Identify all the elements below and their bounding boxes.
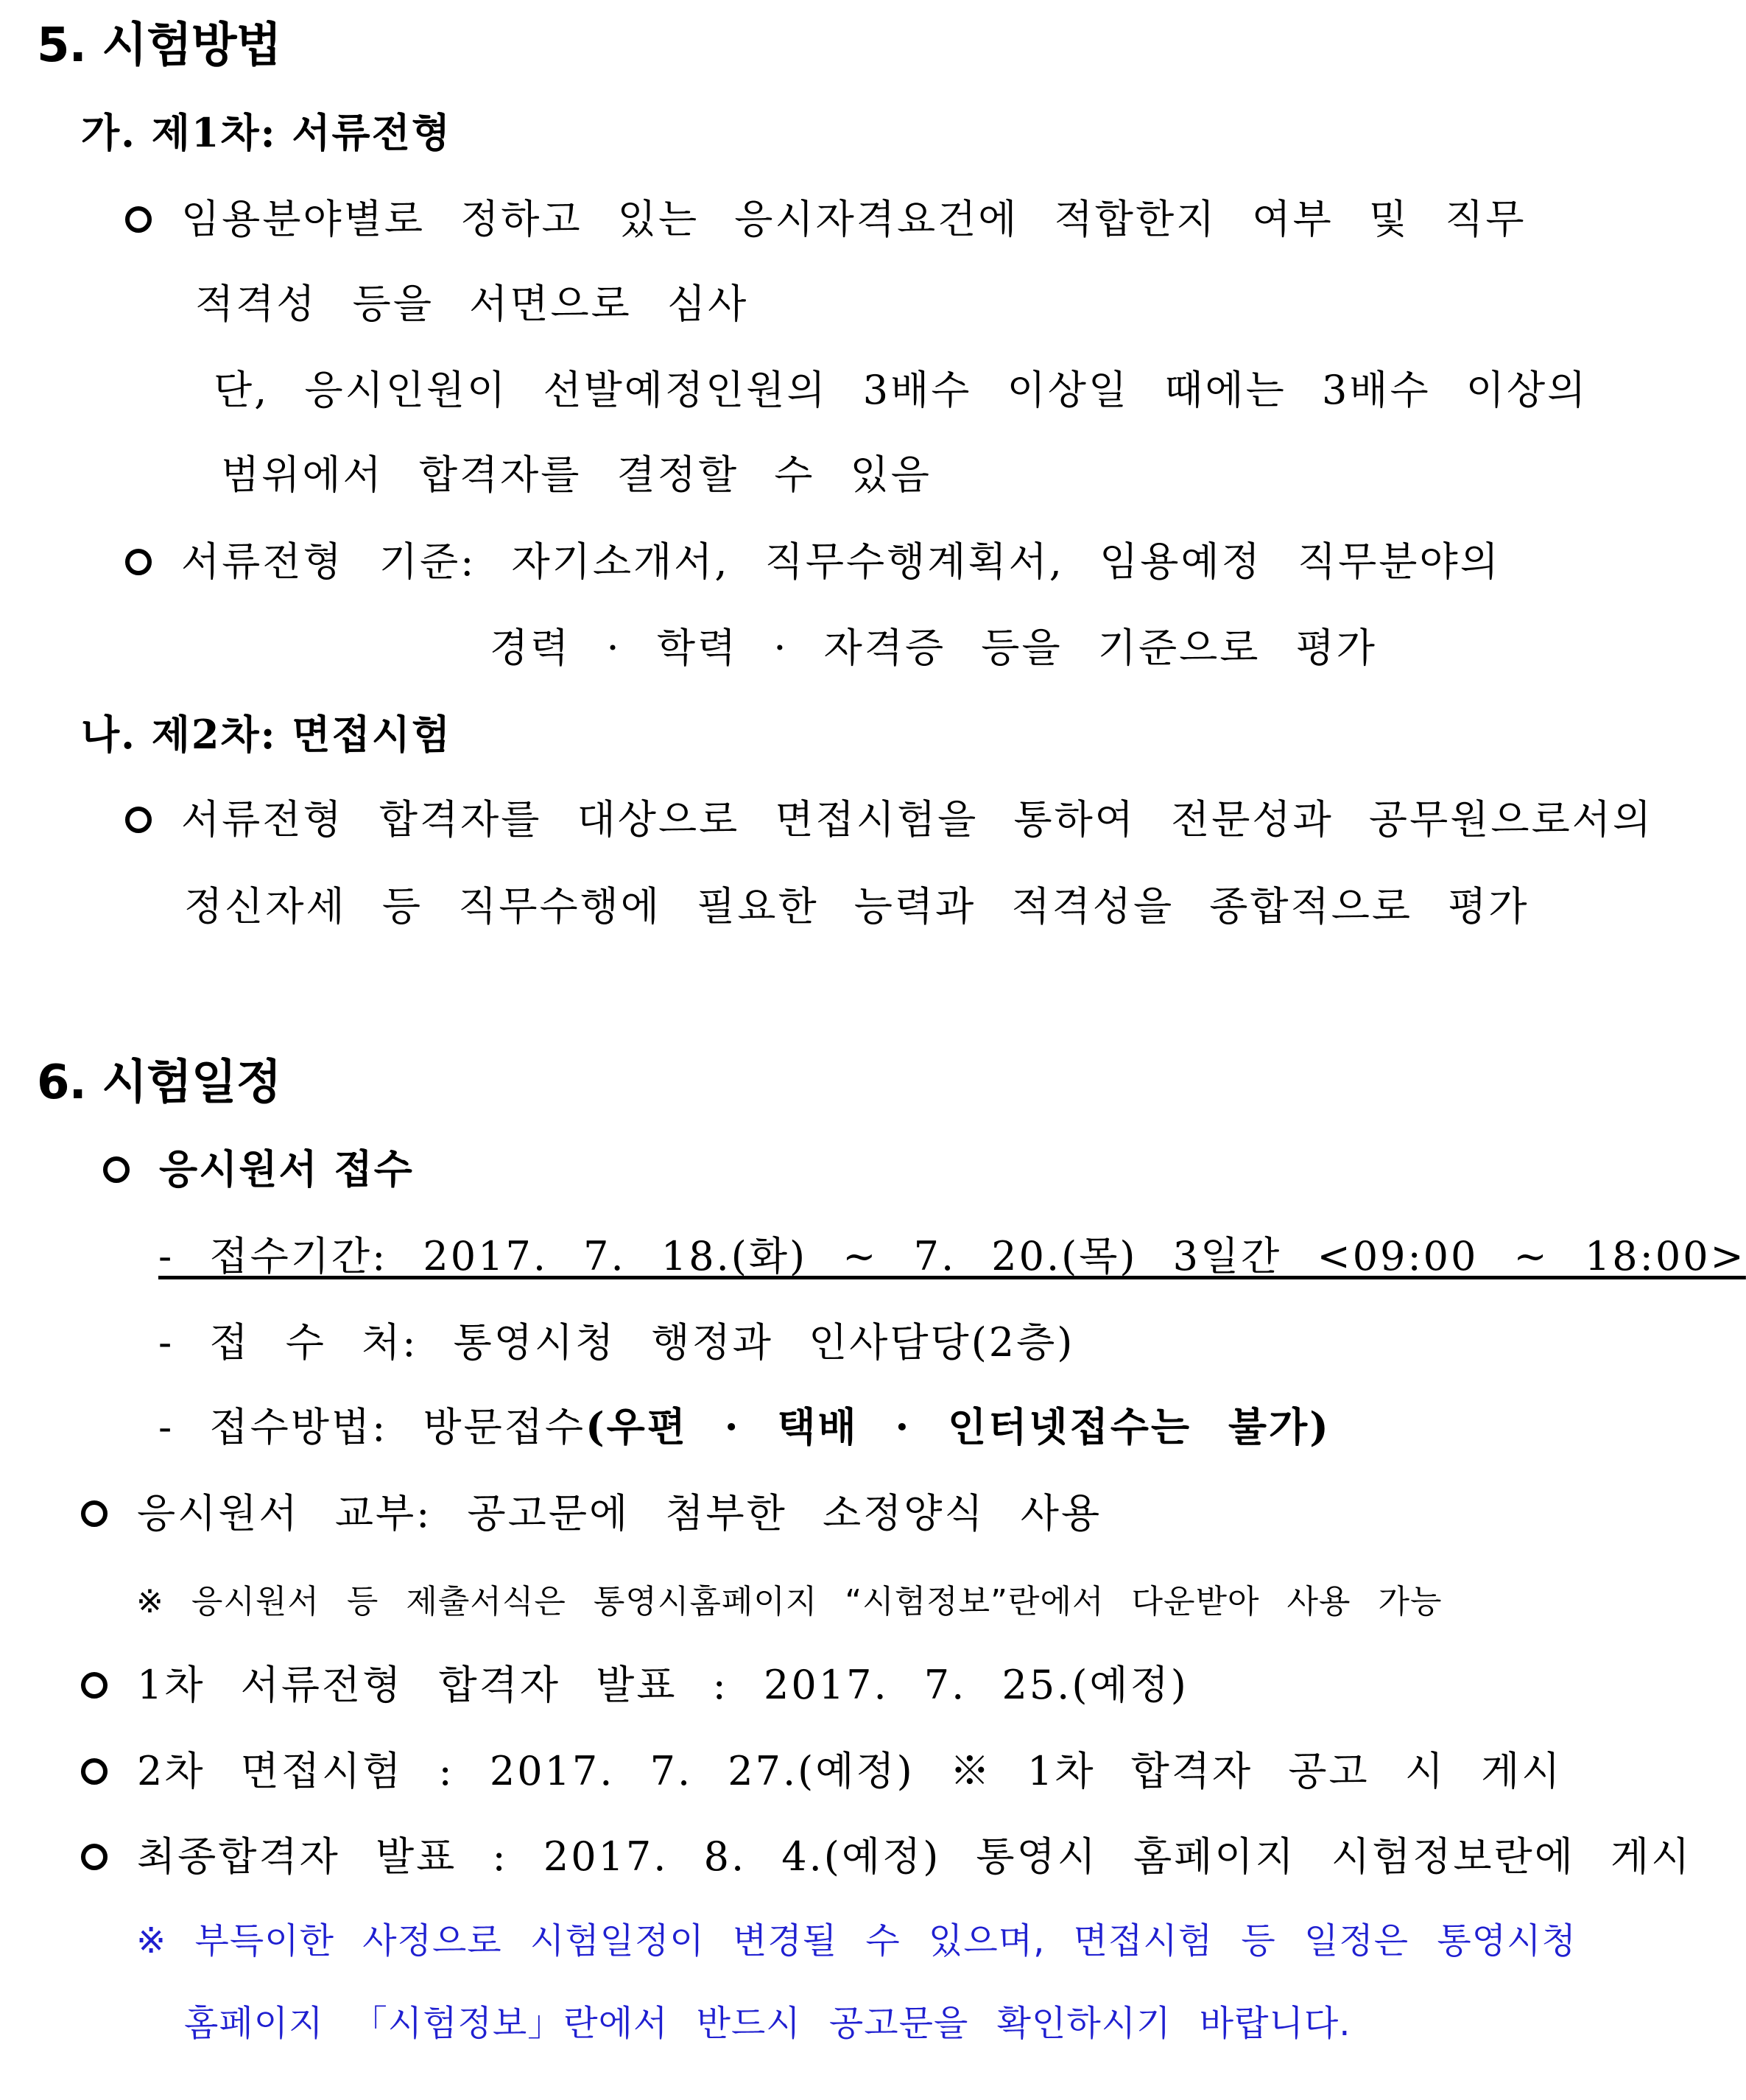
form-note: ※ 응시원서 등 제출서식은 통영시홈페이지 “시험정보”란에서 다운받아 사용 가능 xyxy=(136,1583,1443,1620)
circle-bullet-icon xyxy=(81,1844,108,1870)
subsection-b-title: 나. 제2차: 면접시험 xyxy=(81,711,452,758)
final-result: 최종합격자 발표 : 2017. 8. 4.(예정) 통영시 홈페이지 시험정보란에 게시 xyxy=(81,1825,1692,1882)
bullet-b1-line1: 서류전형 합격자를 대상으로 면접시험을 통하여 전문성과 공무원으로서의 xyxy=(125,788,1653,845)
bullet-a2-line2: 경력 · 학력 · 자격증 등을 기준으로 평가 xyxy=(490,625,1377,671)
bullet-a1-line3: 단, 응시인원이 선발예정인원의 3배수 이상일 때에는 3배수 이상의 xyxy=(214,367,1588,413)
form-distribution: 응시원서 교부: 공고문에 첨부한 소정양식 사용 xyxy=(81,1482,1102,1539)
second-exam: 2차 면접시험 : 2017. 7. 27.(예정) ※ 1차 합격자 공고 시 게시 xyxy=(81,1740,1562,1797)
circle-bullet-icon xyxy=(125,549,152,575)
bullet-b1-line2: 정신자세 등 직무수행에 필요한 능력과 적격성을 종합적으로 평가 xyxy=(184,883,1529,930)
circle-bullet-icon xyxy=(81,1758,108,1785)
receipt-title: 응시원서 접수 xyxy=(103,1138,414,1195)
circle-bullet-icon xyxy=(125,807,152,833)
schedule-notice-line2: 홈페이지 「시험정보」란에서 반드시 공고문을 확인하시기 바랍니다. xyxy=(184,2003,1351,2044)
receipt-method: - 접수방법: 방문접수(우편 · 택배 · 인터넷접수는 불가) xyxy=(158,1403,1331,1450)
schedule-notice-line1: ※ 부득이한 사정으로 시험일정이 변경될 수 있으며, 면접시험 등 일정은 통영시청 xyxy=(136,1920,1577,1962)
bullet-a1-line2: 적격성 등을 서면으로 심사 xyxy=(195,281,749,327)
bullet-a1-line4: 범위에서 합격자를 결정할 수 있음 xyxy=(221,452,932,498)
receipt-period: - 접수기간: 2017. 7. 18.(화) ~ 7. 20.(목) 3일간 <09:00 ~ 18:00> xyxy=(158,1233,1746,1279)
circle-bullet-icon xyxy=(81,1672,108,1699)
bullet-a2-line1: 서류전형 기준: 자기소개서, 직무수행계획서, 임용예정 직무분야의 xyxy=(125,530,1501,587)
circle-bullet-icon xyxy=(81,1500,108,1527)
bullet-a1-line1: 임용분야별로 정하고 있는 응시자격요건에 적합한지 여부 및 직무 xyxy=(125,188,1527,245)
subsection-a-title: 가. 제1차: 서류전형 xyxy=(81,109,452,156)
circle-bullet-icon xyxy=(125,206,152,233)
receipt-place: - 접 수 처: 통영시청 행정과 인사담당(2층) xyxy=(158,1319,1075,1366)
section-5-heading: 5. 시험방법 xyxy=(37,18,281,73)
circle-bullet-icon xyxy=(103,1156,130,1183)
first-result: 1차 서류전형 합격자 발표 : 2017. 7. 25.(예정) xyxy=(81,1654,1189,1710)
section-6-heading: 6. 시험일정 xyxy=(37,1056,281,1110)
